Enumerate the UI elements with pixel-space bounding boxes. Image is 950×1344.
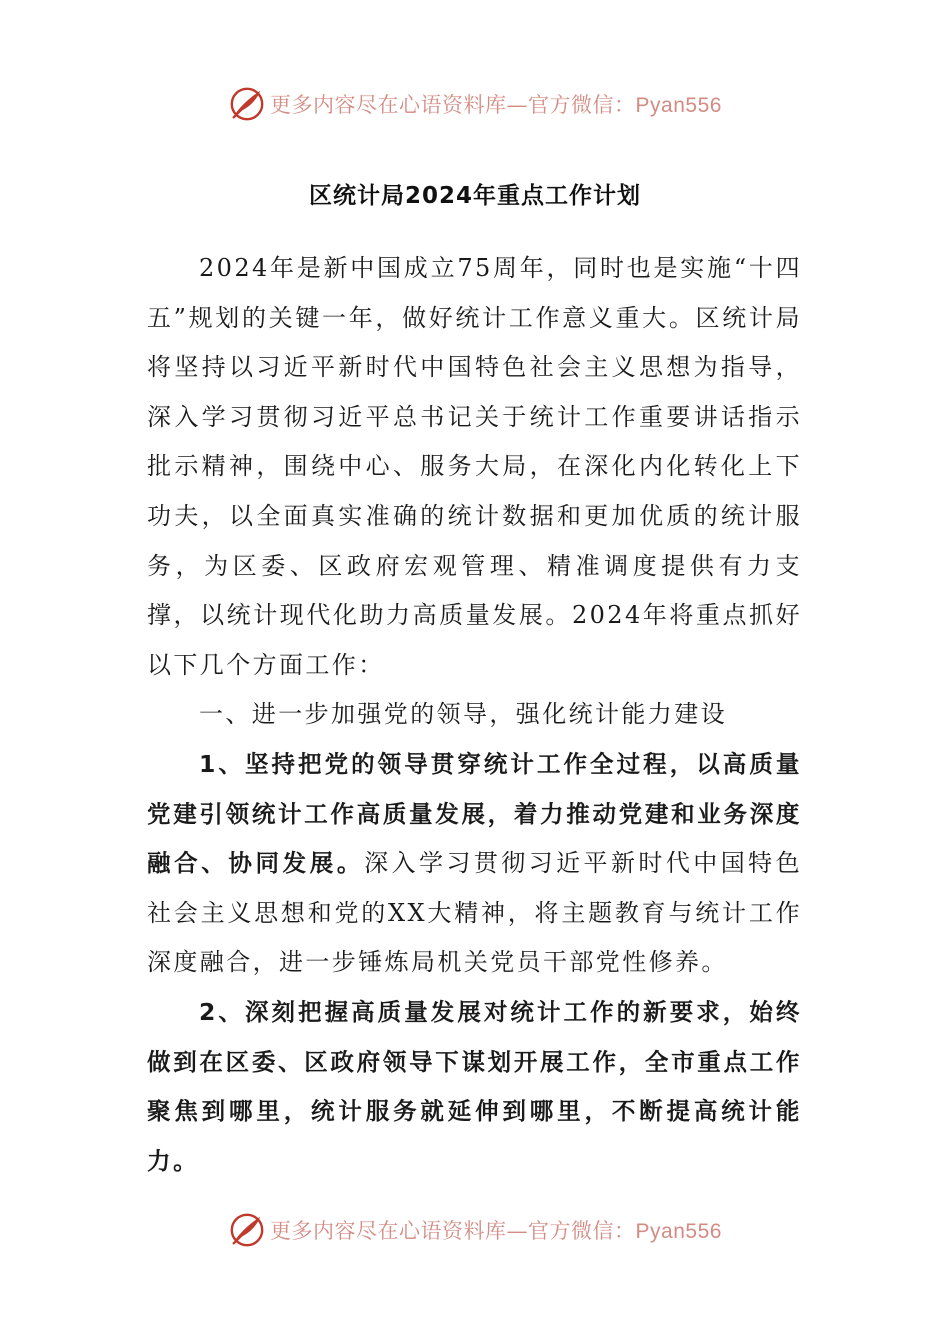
list-item [147, 740, 802, 988]
watermark-text: 更多内容尽在心语资料库—官方微信：Pyan556 [270, 93, 722, 117]
item-body-text: 深入学习贯彻习近平新时代中国特色社会主义思想和党的XX大精神，将主题教育与统计工作深度融合，进一步锤炼局机关党员干部党性修养。 [147, 849, 802, 977]
quill-logo-icon [228, 85, 266, 123]
item-lead-bold: 1、坚持把党的领导贯穿统计工作全过程，以高质量党建引领统计工作高质量发展，着力推动党建和业务深度融合、协同发展。 [147, 749, 802, 878]
watermark-text: 更多内容尽在心语资料库—官方微信：Pyan556 [270, 1219, 722, 1243]
intro-paragraph: 2024年是新中国成立75周年，同时也是实施“十四五”规划的关键一年，做好统计工作意义重大。区统计局将坚持以习近平新时代中国特色社会主义思想为指导，深入学习贯彻习近平总书记关于统计工作重要讲话指示批示精神，围绕中心、服务大局，在深化内化转化上下功夫，以全面真实准确的统计数据和更加优质的统计服务，为区委、区政府宏观管理、精准调度提供有力支撑，以统计现代化助力高质量发展。2024年将重点抓好以下几个方面工作： [147, 254, 802, 679]
list-item [147, 988, 802, 1186]
watermark-footer [0, 1205, 950, 1255]
page-title: 区统计局2024年重点工作计划 [308, 183, 641, 209]
quill-logo-icon [228, 1211, 266, 1249]
document-body [147, 244, 802, 1186]
item-lead-bold: 2、深刻把握高质量发展对统计工作的新要求，始终做到在区委、区政府领导下谋划开展工作，全市重点工作聚焦到哪里，统计服务就延伸到哪里，不断提高统计能力。 [147, 997, 802, 1175]
watermark-header [0, 79, 950, 129]
section-heading: 一、进一步加强党的领导，强化统计能力建设 [199, 700, 727, 729]
